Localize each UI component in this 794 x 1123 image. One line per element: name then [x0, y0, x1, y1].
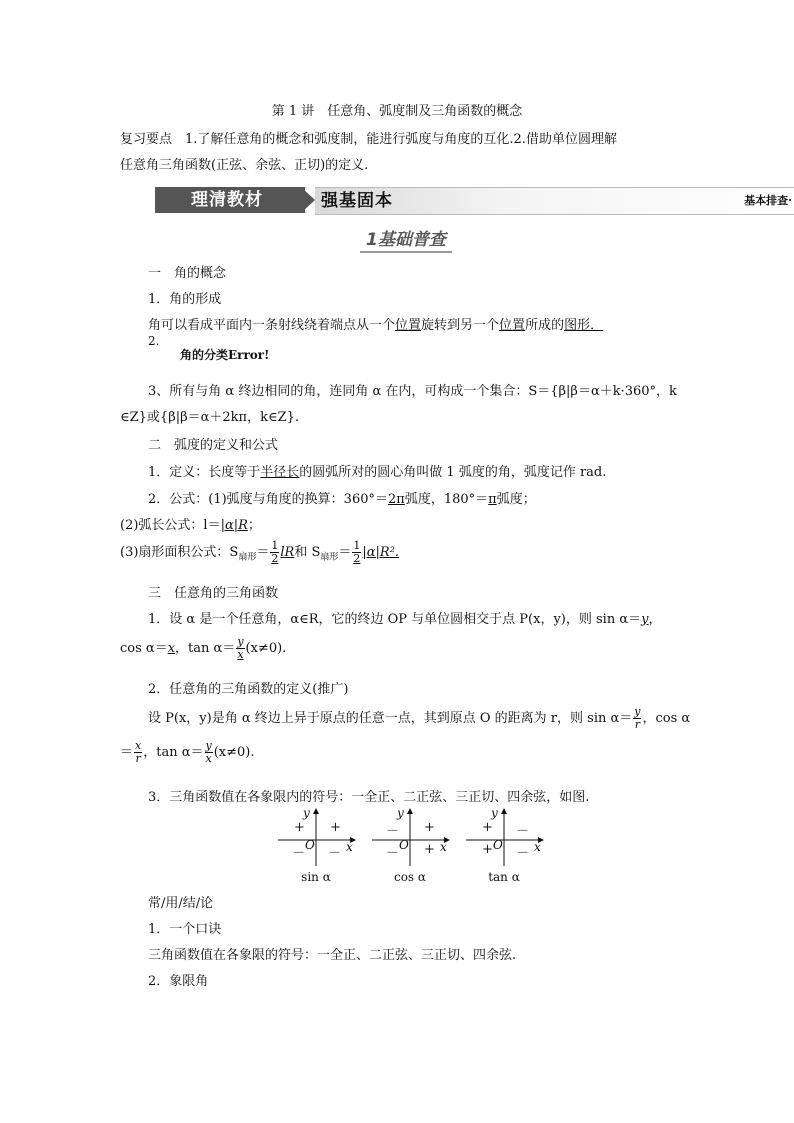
s1-p3-line2: ∈Z}或{β|β＝α＋2kπ，k∈Z}.	[120, 410, 300, 425]
origin-label: O	[399, 838, 409, 852]
text: ＝	[338, 545, 352, 560]
subscript: 扇形	[238, 552, 257, 563]
denominator: r	[634, 718, 640, 731]
cos-axes-svg	[370, 808, 450, 868]
answer-blank: |α|R	[220, 518, 248, 533]
text: 和 S	[294, 545, 321, 560]
fraction	[205, 740, 213, 765]
fraction	[352, 540, 361, 565]
y-axis-arrow	[313, 808, 319, 814]
section3-heading: 三 任意角的三角函数	[148, 586, 279, 601]
answer-blank: 位置	[499, 318, 526, 333]
quadrant4-sign: －	[516, 846, 530, 861]
section2-heading: 二 弧度的定义和公式	[148, 438, 279, 453]
banner-right-label: 强基固本	[321, 191, 393, 211]
s1-p1-text	[148, 314, 603, 333]
s2-sector-area	[120, 540, 399, 565]
quadrant1-sign: －	[516, 824, 530, 839]
conclusion1-title: 1．一个口诀	[148, 922, 222, 937]
answer-blank: π	[488, 492, 497, 507]
quadrant3-sign: －	[292, 846, 306, 861]
section-banner	[155, 185, 794, 215]
fraction	[270, 540, 279, 565]
quadrant1-sign: +	[330, 820, 341, 835]
conclusion1-text: 三角函数值在各象限的符号：一全正、二正弦、三正切、四余弦.	[148, 948, 517, 963]
s1-p3-line1: 3、所有与角 α 终边相同的角，连同角 α 在内，可构成一个集合：S＝{β|β＝α＋k·360°，k	[148, 384, 677, 399]
text: ，tan α＝	[175, 641, 236, 656]
answer-blank: 位置	[395, 318, 422, 333]
text: 弧度；	[496, 492, 536, 507]
y-axis-label: y	[303, 806, 310, 820]
sign-diagram-sin	[276, 808, 356, 886]
banner-arrow	[301, 187, 315, 213]
s2-formula	[148, 488, 536, 507]
diagram-caption: tan α	[488, 870, 520, 884]
fraction	[633, 706, 641, 731]
x-axis-label: x	[440, 840, 447, 854]
text: 设 P(x，y)是角 α 终边上异于原点的任意一点，其到原点 O 的距离为 r，则 sin α＝	[148, 711, 633, 726]
text: 所成的	[525, 318, 565, 333]
quadrant2-sign: +	[482, 820, 493, 835]
sin-axes-svg	[276, 808, 356, 868]
sign-diagram-cos	[370, 808, 450, 886]
answer-blank: y	[641, 612, 649, 627]
review-points-line2: 任意角三角函数(正弦、余弦、正切)的定义.	[120, 158, 369, 173]
origin-label: O	[305, 838, 315, 852]
y-axis-label: y	[491, 806, 498, 820]
fraction	[134, 740, 142, 765]
numerator: 1	[271, 539, 279, 552]
banner-tag: 基本排查·	[744, 194, 792, 207]
answer-blank: x	[167, 641, 176, 656]
s3-p3: 3．三角函数值在各象限内的符号：一全正、二正弦、三正切、四余弦，如图.	[148, 790, 590, 805]
y-axis-label: y	[397, 806, 404, 820]
quadrant1-sign: +	[424, 820, 435, 835]
text: 1．设 α 是一个任意角，α∈R，它的终边 OP 与单位圆相交于点 P(x，y)，则 sin α＝	[148, 612, 642, 627]
y-axis-arrow	[501, 808, 507, 814]
s1-p2-text: 角的分类Error!	[180, 348, 270, 362]
answer-blank: 2π	[388, 492, 405, 507]
subscript: 扇形	[320, 552, 339, 563]
quadrant2-sign: －	[386, 824, 400, 839]
numerator: y	[634, 705, 641, 718]
denominator: r	[135, 752, 141, 765]
banner-right-area	[315, 187, 794, 215]
answer-blank: 图形	[564, 318, 591, 333]
text: ，tan α＝	[143, 745, 204, 760]
sign-diagram-tan	[464, 808, 544, 886]
answer-blank: lR	[280, 545, 295, 560]
y-axis-arrow	[407, 808, 413, 814]
diagram-caption: cos α	[393, 870, 427, 884]
text: (3)扇形面积公式：S	[120, 545, 239, 560]
conclusion2-title: 2．象限角	[148, 974, 209, 989]
diagram-caption: sin α	[301, 870, 331, 884]
text: 弧度，180°＝	[404, 492, 489, 507]
text: (x≠0).	[213, 745, 255, 760]
text: (2)弧长公式：l＝	[120, 518, 221, 533]
numerator: x	[135, 739, 142, 752]
denominator: 2	[353, 552, 361, 565]
text: ，	[648, 612, 662, 627]
text: 的圆弧所对的圆心角叫做 1 弧度的角，弧度记作 rad.	[299, 465, 607, 480]
denominator: x	[237, 648, 244, 661]
quadrant3-sign: －	[386, 846, 400, 861]
text: 旋转到另一个	[421, 318, 500, 333]
s1-p2-num: 2.	[148, 334, 160, 348]
tan-axes-svg	[464, 808, 544, 868]
s3-p1-line1	[148, 608, 662, 627]
text: 2．公式：(1)弧度与角度的换算：360°＝	[148, 492, 388, 507]
s3-p2-line1	[148, 706, 690, 731]
text: ；	[247, 518, 261, 533]
quadrant2-sign: +	[294, 820, 305, 835]
section1-heading: 一 角的概念	[148, 266, 227, 281]
text: ，cos α	[642, 711, 691, 726]
banner-left-label: 理清教材	[155, 187, 305, 213]
s1-p1-title: 1．角的形成	[148, 292, 222, 307]
denominator: x	[205, 752, 212, 765]
text: ＝	[256, 545, 270, 560]
conclusions-heading: 常/用/结/论	[148, 896, 214, 911]
s2-arc-length	[120, 514, 261, 533]
answer-blank: 半径长	[260, 465, 300, 480]
text: 1．定义：长度等于	[148, 465, 261, 480]
s3-p1-line2	[120, 636, 286, 661]
text: 角可以看成平面内一条射线绕着端点从一个	[148, 318, 396, 333]
denominator: 2	[271, 552, 279, 565]
page-title: 第 1 讲 任意角、弧度制及三角函数的概念	[271, 104, 523, 119]
quadrant4-sign: +	[424, 842, 435, 857]
s2-definition	[148, 461, 606, 480]
numerator: y	[205, 739, 212, 752]
fraction	[236, 636, 244, 661]
quadrant4-sign: －	[328, 846, 342, 861]
text: ＝	[120, 745, 134, 760]
s3-p2-line2	[120, 740, 255, 765]
answer-blank: |α|R².	[362, 545, 400, 560]
text: cos α＝	[120, 641, 168, 656]
text: ．	[590, 318, 604, 333]
quadrant3-sign: +	[482, 842, 493, 857]
origin-label: O	[493, 838, 503, 852]
s3-p2-title: 2．任意角的三角函数的定义(推广)	[148, 682, 349, 697]
subheading: 1基础普查	[360, 225, 452, 253]
numerator: 1	[353, 539, 361, 552]
x-axis-label: x	[534, 840, 541, 854]
text: (x≠0).	[245, 641, 287, 656]
numerator: y	[237, 635, 244, 648]
review-points-line1: 复习要点 1.了解任意角的概念和弧度制，能进行弧度与角度的互化.2.借助单位圆理解	[120, 132, 617, 147]
x-axis-label: x	[346, 840, 353, 854]
